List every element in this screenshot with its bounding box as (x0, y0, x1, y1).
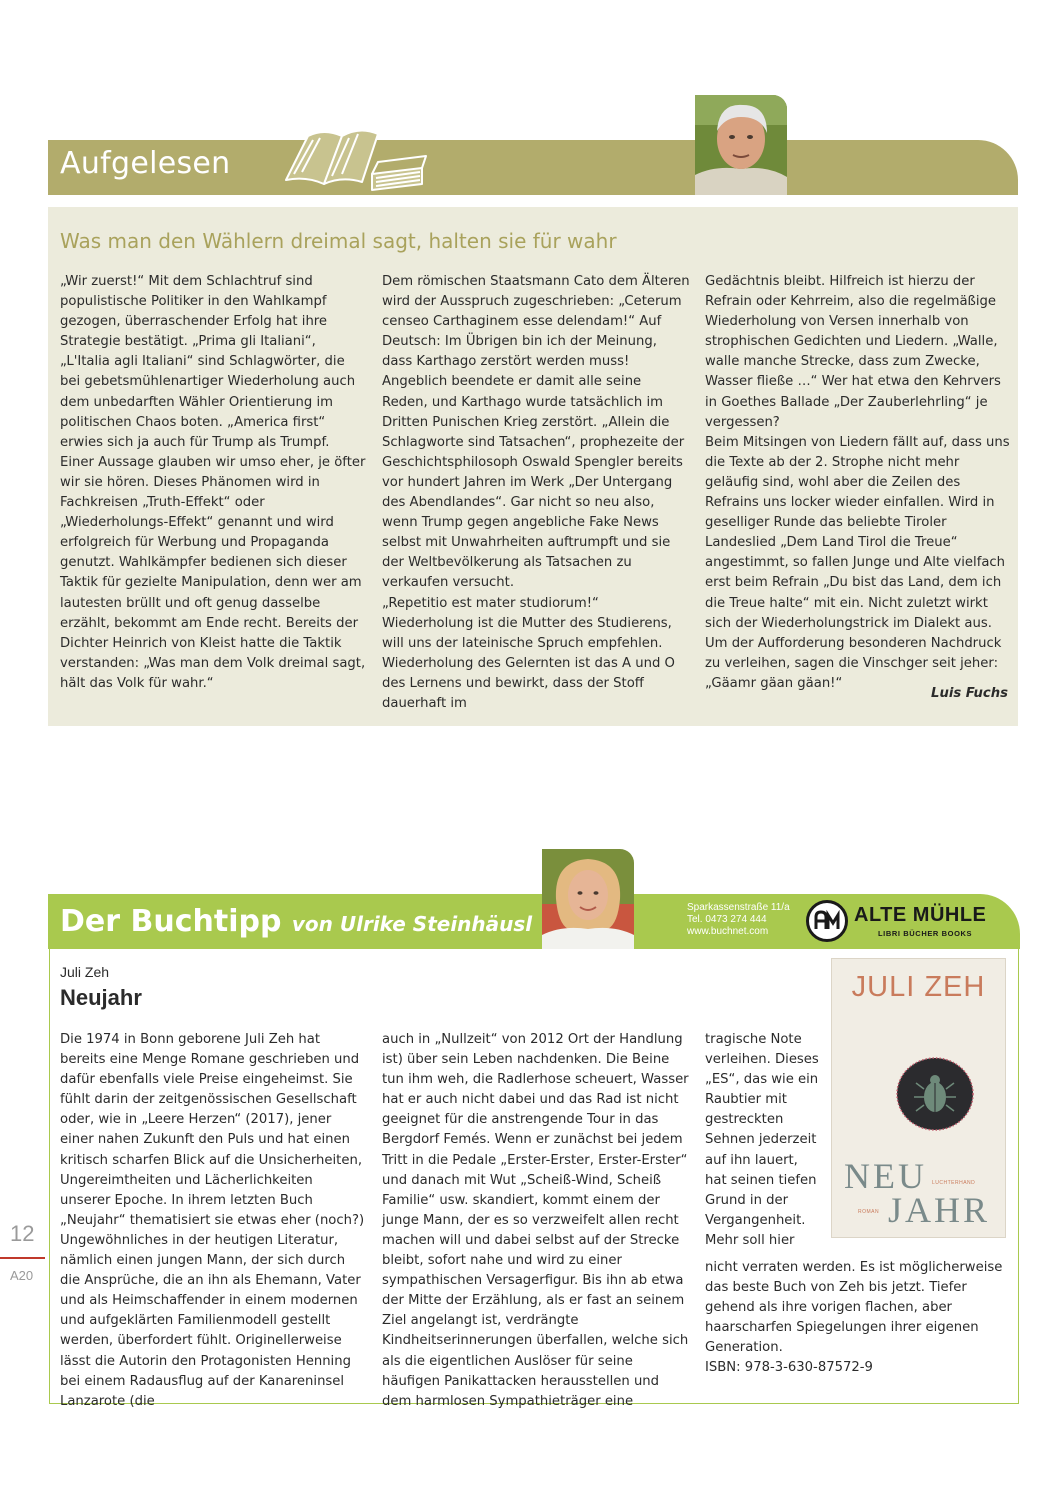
article-column-3 (705, 272, 1013, 694)
beetle-stone-icon (894, 1053, 976, 1135)
paragraph: tragische Note verleihen. Dieses „ES“, das wie ein Raubtier mit gestreckten Sehnen jederzeit auf ihn lauert, hat seinen tiefen Grund in der Vergangenheit. Mehr soll hier (705, 1032, 819, 1248)
bookshop-address (687, 902, 790, 938)
paragraph: Gedächtnis bleibt. Hilfreich ist hierzu der Refrain oder Kehrreim, also die regelmäßige Wiederholung von Versen innerhalb von strophischen Gedichten und Liedern. „Walle, walle manche Strecke, dass zum Zwecke, Wasser fließe …“ Wer hat etwa den Kehrvers in Goethes Ballade „Der Zauberlehrling“ je vergessen? (705, 274, 1001, 430)
alte-muehle-logo-text: ALTE MÜHLE (854, 904, 987, 926)
cover-title-line1: NEU (844, 1156, 927, 1196)
isbn: ISBN: 978-3-630-87572-9 (705, 1360, 873, 1375)
issue-number: A20 (10, 1268, 34, 1283)
review-column-1 (60, 1030, 366, 1412)
page-number: 12 (10, 1221, 35, 1246)
cover-author: JULI ZEH (851, 971, 986, 1003)
cover-publisher: LUCHTERHAND (932, 1180, 976, 1186)
article-headline: Was man den Wählern dreimal sagt, halten sie für wahr (60, 229, 617, 253)
article-column-2 (382, 272, 690, 714)
buchtipp-title (60, 904, 532, 939)
paragraph: Dem römischen Staatsmann Cato dem Älteren wird der Ausspruch zugeschrieben: „Ceterum censeo Carthaginem esse delendam!“ Auf Deutsch: Im Übrigen bin ich der Meinung, dass Karthago zerstört werden muss! Angeblich beendete er damit alle seine Reden, und Karthago wurde tatsächlich im Dritten Punischen Krieg zerstört. „Allein die Schlagworte sind Tatsachen“, prophezeite der Geschichtsphilosoph Oswald Spengler bereits vor hundert Jahren im Werk „Der Untergang des Abendlandes“. Gar nicht so neu also, wenn Trump gegen angebliche Fake News selbst mit Unwahrheiten auftrumpft und sie der Weltbevölkerung als Tatsachen zu verkaufen versucht. (382, 274, 690, 591)
alte-muehle-logo-subtitle: LIBRI BÜCHER BOOKS (878, 929, 973, 938)
paragraph: „Wir zuerst!“ Mit dem Schlachtruf sind populistische Politiker in den Wahlkampf gezogen, überraschender Erfolg hat ihre Strategie bestätigt. „Prima gli Italiani“, „L'Italia agli Italiani“ sind Schlagwörter, die bei gebetsmühlenartiger Wiederholung auch dem unbedarften Wähler Orientierung im politischen Chaos boten. „America first“ erwies sich ja auch für Trump als Trumpf. (60, 274, 356, 450)
cover-genre: ROMAN (858, 1209, 880, 1215)
article-column-1 (60, 272, 368, 694)
alte-muehle-logo-icon (806, 900, 848, 942)
review-column-2 (382, 1030, 690, 1412)
author-signature: Luis Fuchs (931, 686, 1008, 701)
paragraph: Beim Mitsingen von Liedern fällt auf, dass uns die Texte ab der 2. Strophe nicht mehr geläufig sind, wohl aber die Zeilen des Refrains uns locker wieder einfallen. Wird in geselliger Runde das beliebte Tiroler Landeslied „Dem Land Tirol die Treue“ angestimmt, so fallen Junge und Alte vielfach erst beim Refrain „Du bist das Land, dem ich die Treue halte“ mit ein. Nicht zuletzt wirkt sich der Wiederholungstrick im Dialekt aus. Um der Aufforderung besonderen Nachdruck zu verleihen, sagen die Vinschger seit jeher: „Gäamr gäan gäan!“ (705, 434, 1010, 691)
buchtipp-title-text: Der Buchtipp (60, 904, 282, 939)
book-cover (831, 958, 1006, 1238)
book-author: Juli Zeh (60, 964, 110, 980)
paragraph: „Repetitio est mater studiorum!“ Wiederholung ist die Mutter des Studierens, will uns der lateinische Spruch empfehlen. Wiederholung des Gelernten ist das A und O des Lernens und bewirkt, dass der Stoff dauerhaft im (382, 595, 675, 711)
author-photo-luis-fuchs (695, 95, 787, 195)
book-title: Neujahr (60, 985, 142, 1010)
address-website[interactable]: www.buchnet.com (687, 926, 769, 937)
address-street: Sparkassenstraße 11/a (687, 902, 790, 913)
paragraph: Einer Aussage glauben wir umso eher, je öfter wir sie hören. Dieses Phänomen wird in Fachkreisen „Truth-Effekt“ oder „Wiederholungs-Effekt“ genannt und wird erfolgreich für Werbung und Propaganda genutzt. Wahlkämpfer bedienen sich dieser Taktik für gezielte Manipulation, denn wer am lautesten brüllt und oft genug dasselbe erzählt, bekommt am Ende recht. Bereits der Dichter Heinrich von Kleist hatte die Taktik verstanden: „Was man dem Volk dreimal sagt, hält das Volk für wahr.“ (60, 454, 366, 691)
cover-title-line2: JAHR (888, 1190, 991, 1230)
address-phone: Tel. 0473 274 444 (687, 914, 767, 925)
aufgelesen-title: Aufgelesen (60, 146, 231, 181)
buchtipp-byline: von Ulrike Steinhäusl (291, 912, 533, 936)
review-column-3-narrow (705, 1030, 823, 1251)
review-column-3-wide (705, 1258, 1015, 1358)
open-book-icon (280, 116, 430, 192)
paragraph: Die 1974 in Bonn geborene Juli Zeh hat bereits eine Menge Romane geschrieben und dafür ebenfalls viele Preise eingeheimst. Sie fühlt darin der zeitgenössischen Gesellschaft oder, wie in „Leere Herzen“ (2017), jener einer nahen Zukunft den Puls und hat einen kritisch scharfen Blick auf die Unsicherheiten, Ungereimtheiten und Lächerlichkeiten unserer Epoche. In ihrem letzten Buch „Neujahr“ thematisiert sie etwas eher (noch?) Ungewöhnliches in der heutigen Literatur, nämlich einen jungen Mann, der sich durch die Ansprüche, die an ihn als Ehemann, Vater und als Heimschaffender in einem modernen und aufgeklärten Familienmodell gestellt werden, überfordert fühlt. Originellerweise lässt die Autorin den Protagonisten Henning bei einem Radausflug auf der Kanareninsel Lanzarote (die (60, 1032, 365, 1409)
paragraph: nicht verraten werden. Es ist möglicherweise das beste Buch von Zeh bis jetzt. Tiefer gehend als ihre vorigen flachen, aber haarscharfen Spiegelungen ihrer eigenen Generation. (705, 1260, 1003, 1356)
author-photo-ulrike-steinhaeusl (542, 849, 634, 949)
page-divider (0, 1257, 45, 1259)
paragraph: auch in „Nullzeit“ von 2012 Ort der Handlung ist) über sein Leben nachdenken. Die Beine tun ihm weh, die Radlerhose scheuert, Wasser hat er auch nicht dabei und das Rad ist nicht geeignet für die anstrengende Tour in das Bergdorf Femés. Wenn er zunächst bei jedem Tritt in die Pedale „Erster-Erster, Erster-Erster“ und danach mit Wut „Scheiß-Wind, Scheiß Familie“ usw. skandiert, kommt einem der junge Mann, der es so verzweifelt allen recht machen will und dabei selbst auf der Strecke bleibt, sofort nahe und wird zu einer sympathischen Versagerfigur. Bis ihn ab etwa der Mitte der Erzählung, als er fast an seinem Ziel angelangt ist, verdrängte Kindheitserinnerungen überfallen, welche sich als die eigentlichen Auslöser für seine häufigen Panikattacken herausstellen und dem harmlosen Sympathieträger eine (382, 1032, 689, 1409)
